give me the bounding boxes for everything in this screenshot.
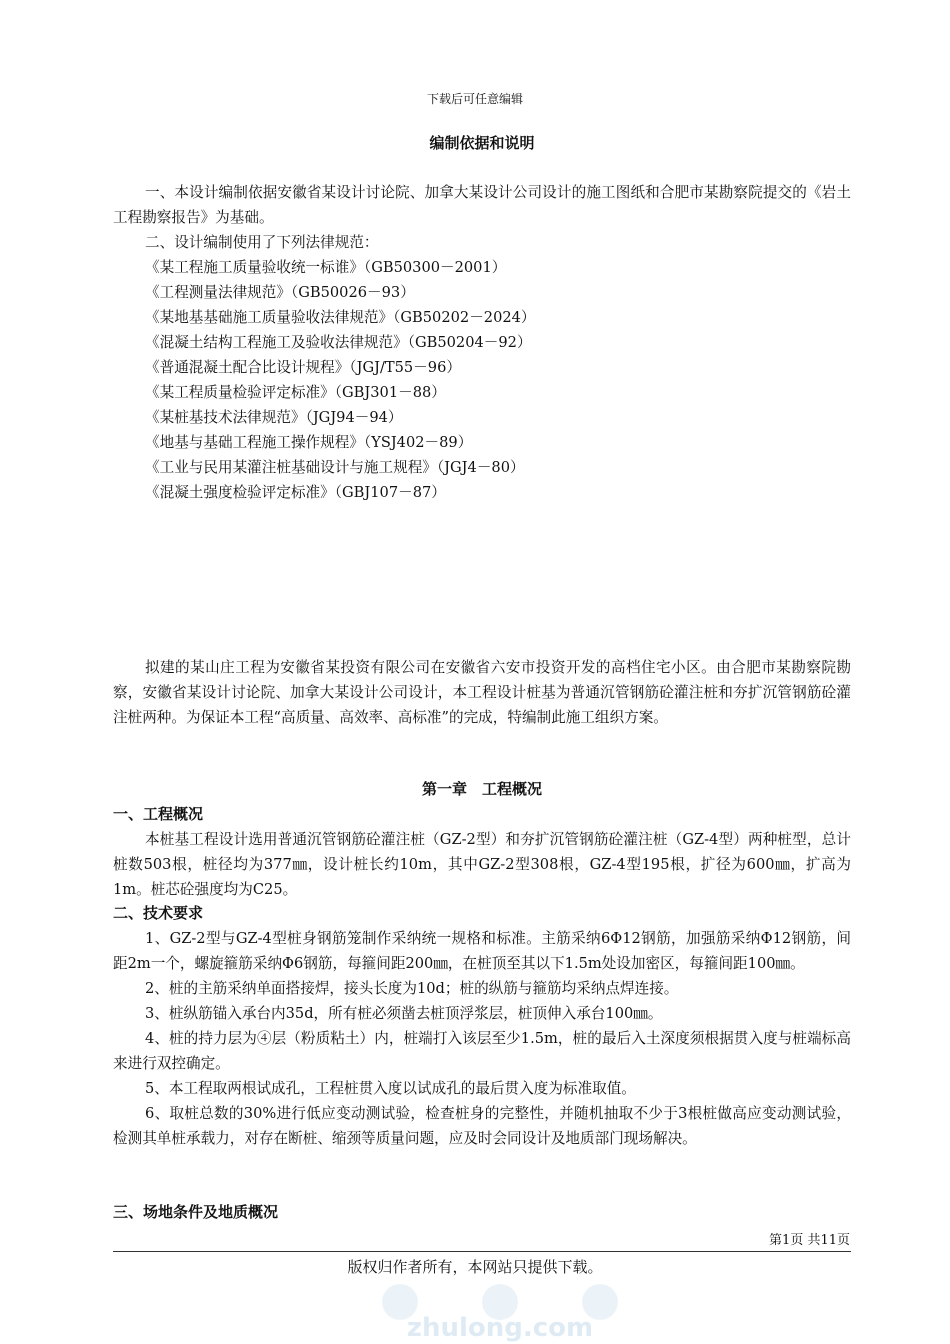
standard-item: 《地基与基础工程施工操作规程》（YSJ402－89） (145, 434, 473, 451)
intro-paragraph: 拟建的某山庄工程为安徽省某投资有限公司在安徽省六安市投资开发的高档住宅小区。由合肥市某勘察院勘察，安徽省某设计讨论院、加拿大某设计公司设计，本工程设计桩基为普通沉管钢筋砼灌注桩和夯扩沉管钢筋砼灌注桩两种。为保证本工程“高质量、高效率、高标准”的完成，特编制此施工组织方案。 (113, 659, 851, 726)
standard-item: 《某地基基础施工质量验收法律规范》（GB50202－2024） (145, 309, 536, 326)
watermark-text: zhulong.com (406, 1313, 594, 1343)
footer-divider (113, 1251, 851, 1252)
requirement-item: 5、本工程取两根试成孔，工程桩贯入度以试成孔的最后贯入度为标准取值。 (145, 1080, 636, 1097)
watermark-logo (340, 1280, 660, 1344)
standard-item: 《某工程质量检验评定标准》（GBJ301－88） (145, 384, 446, 401)
requirement-item: 1、GZ-2型与GZ-4型桩身钢筋笼制作采纳统一规格和标准。主筋采纳6Φ12钢筋，加强筋采纳Φ12钢筋，间距2m一个，螺旋箍筋采纳Φ6钢筋，每箍间距200㎜，在桩顶至其以下1.5m处设加密区，每箍间距100㎜。 (113, 930, 851, 972)
page-number: 第1页 共11页 (769, 1233, 850, 1248)
standard-item: 《某工程施工质量验收统一标谁》（GB50300－2001） (145, 259, 507, 276)
standards-list (113, 255, 851, 505)
requirement-item: 2、桩的主筋采纳单面搭接焊，接头长度为10d；桩的纵筋与箍筋均采纳点焊连接。 (145, 980, 679, 997)
tech-requirements-list (113, 926, 851, 1151)
basis-block (113, 180, 851, 505)
section-heading: 三、场地条件及地质概况 (113, 1203, 279, 1221)
copyright-notice: 版权归作者所有，本网站只提供下载。 (347, 1258, 603, 1276)
standard-item: 《混凝土强度检验评定标准》（GBJ107－87） (145, 484, 446, 501)
chapter-heading: 第一章 工程概况 (421, 780, 542, 798)
header-note: 下载后可任意编辑 (426, 92, 523, 106)
requirement-item: 3、桩纵筋锚入承台内35d，所有桩必须凿去桩顶浮浆层，桩顶伸入承台100㎜。 (145, 1005, 663, 1022)
document-title: 编制依据和说明 (429, 134, 535, 152)
section-1-text: 本桩基工程设计选用普通沉管钢筋砼灌注桩（GZ-2型）和夯扩沉管钢筋砼灌注桩（GZ-4型）两种桩型，总计桩数503根，桩径均为377㎜，设计桩长约10m，其中GZ-2型308根，GZ-4型195根，扩径为600㎜，扩高为1m。桩芯砼强度均为C25。 (113, 831, 851, 898)
requirement-item: 4、桩的持力层为④层（粉质粘土）内，桩端打入该层至少1.5m，桩的最后入土深度须根据贯入度与桩端标高来进行双控确定。 (113, 1030, 851, 1072)
standard-item: 《某桩基技术法律规范》（JGJ94－94） (145, 409, 403, 426)
basis-paragraph-1: 一、本设计编制依据安徽省某设计讨论院、加拿大某设计公司设计的施工图纸和合肥市某勘察院提交的《岩土工程勘察报告》为基础。 (113, 184, 851, 226)
standard-item: 《普通混凝土配合比设计规程》（JGJ/T55－96） (145, 359, 461, 376)
basis-paragraph-2: 二、设计编制使用了下列法律规范： (145, 234, 379, 251)
standard-item: 《混凝土结构工程施工及验收法律规范》（GB50204－92） (145, 334, 532, 351)
section-heading: 二、技术要求 (113, 904, 204, 922)
requirement-item: 6、取桩总数的30%进行低应变动测试验，检查桩身的完整性，并随机抽取不少于3根桩做高应变动测试验，检测其单桩承载力，对存在断桩、缩颈等质量问题，应及时会同设计及地质部门现场解决。 (113, 1105, 851, 1147)
standard-item: 《工程测量法律规范》（GB50026－93） (145, 284, 415, 301)
section-heading: 一、工程概况 (113, 805, 204, 823)
standard-item: 《工业与民用某灌注桩基础设计与施工规程》（JGJ4－80） (145, 459, 525, 476)
